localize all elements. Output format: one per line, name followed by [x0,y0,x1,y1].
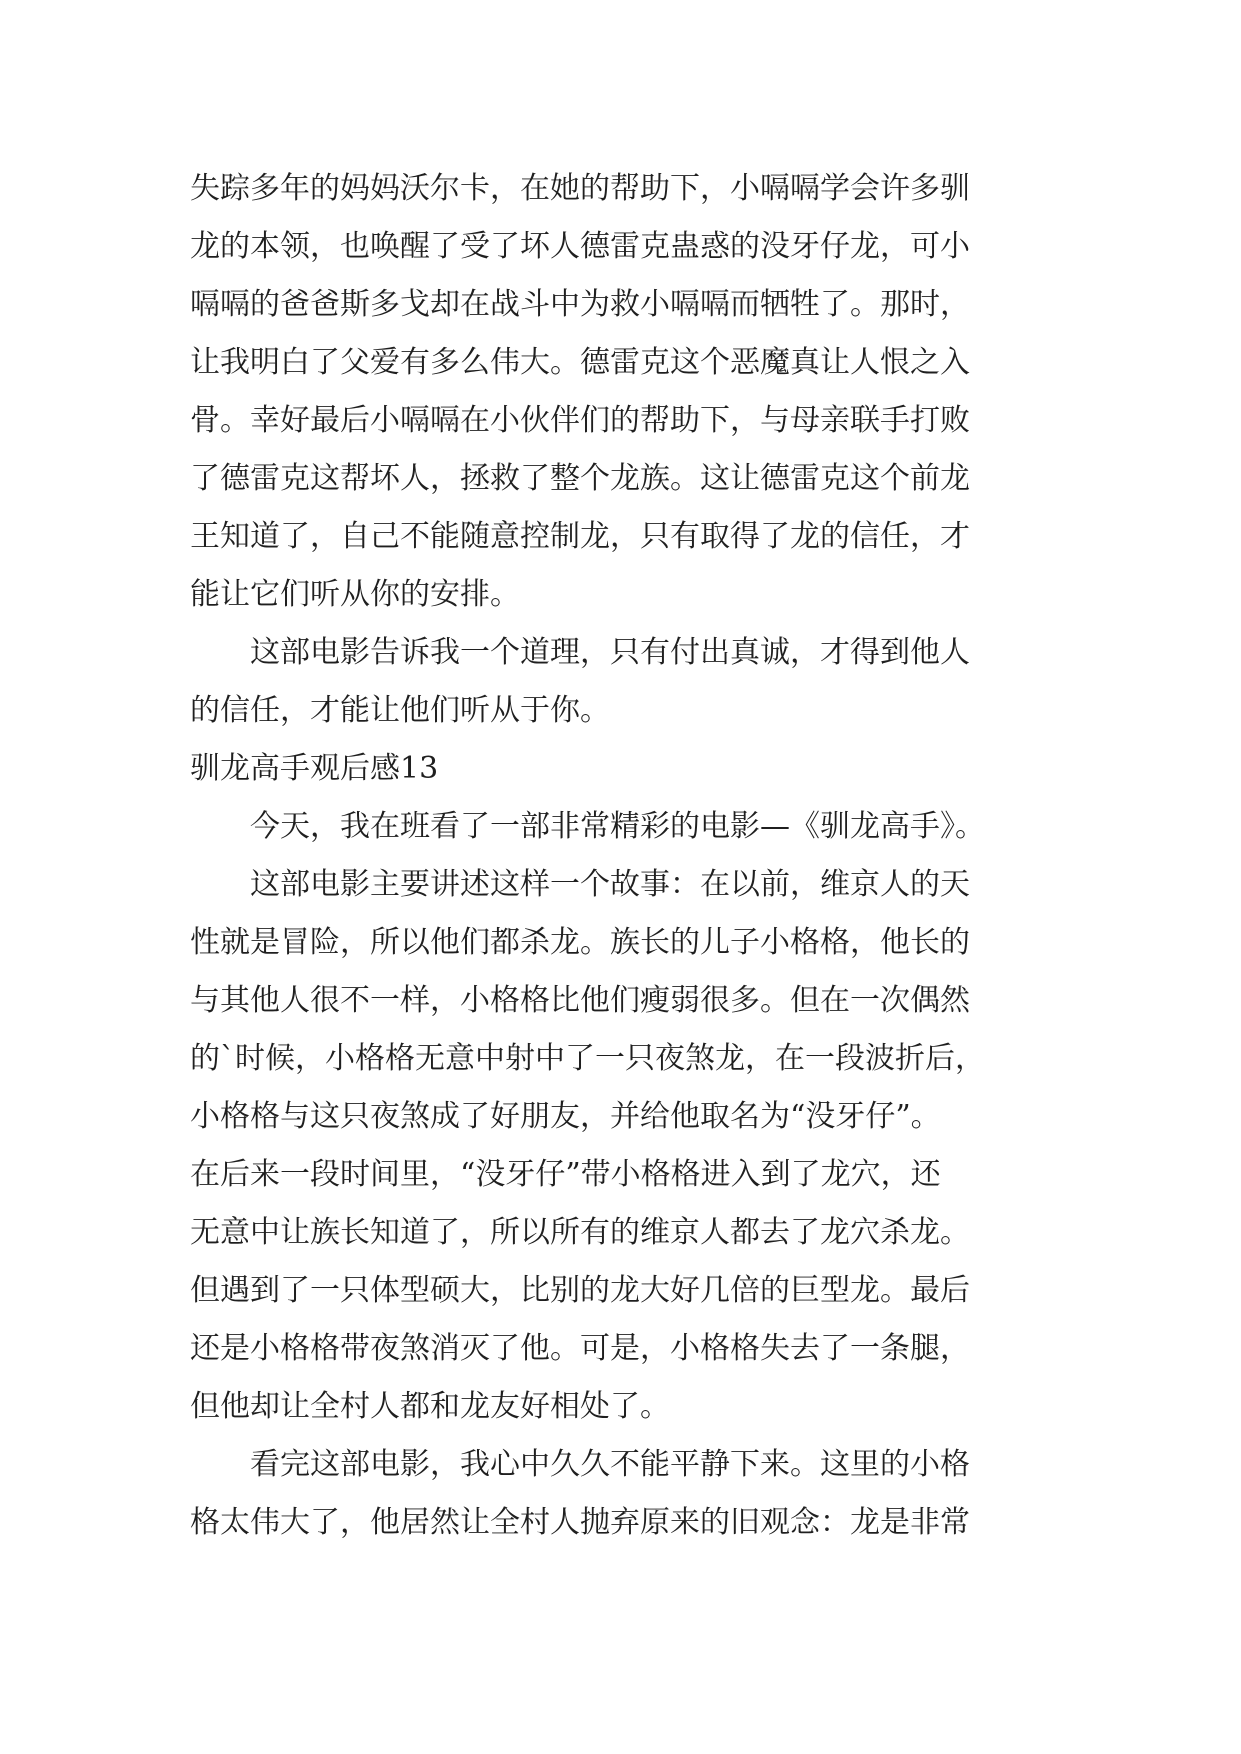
text-line: 性就是冒险，所以他们都杀龙。族长的儿子小格格，他长的 [190,925,970,960]
text-line: 在后来一段时间里，“没牙仔”带小格格进入到了龙穴，还 [190,1157,941,1192]
text-line: 嗝嗝的爸爸斯多戈却在战斗中为救小嗝嗝而牺牲了。那时， [190,287,970,322]
text-line: 小格格与这只夜煞成了好朋友，并给他取名为“没牙仔”。 [190,1099,941,1134]
text-line: 无意中让族长知道了，所以所有的维京人都去了龙穴杀龙。 [190,1215,970,1250]
paragraph-start-line: 这部电影主要讲述这样一个故事：在以前，维京人的天 [250,867,970,902]
text-line: 还是小格格带夜煞消灭了他。可是，小格格失去了一条腿， [190,1331,970,1366]
text-line: 格太伟大了，他居然让全村人抛弃原来的旧观念：龙是非常 [190,1505,970,1540]
text-line: 能让它们听从你的安排。 [190,577,520,612]
text-line: 让我明白了父爱有多么伟大。德雷克这个恶魔真让人恨之入 [190,345,970,380]
text-line: 失踪多年的妈妈沃尔卡，在她的帮助下，小嗝嗝学会许多驯 [190,171,970,206]
text-line: 龙的本领，也唤醒了受了坏人德雷克蛊惑的没牙仔龙，可小 [190,229,970,264]
text-line: 了德雷克这帮坏人，拯救了整个龙族。这让德雷克这个前龙 [190,461,970,496]
paragraph-start-line: 看完这部电影，我心中久久不能平静下来。这里的小格 [250,1447,970,1482]
paragraph-start-line: 今天，我在班看了一部非常精彩的电影—《驯龙高手》。 [250,809,985,844]
text-line: 与其他人很不一样，小格格比他们瘦弱很多。但在一次偶然 [190,983,970,1018]
text-line: 的信任，才能让他们听从于你。 [190,693,610,728]
essay-body [190,160,1070,1552]
paragraph-start-line: 这部电影告诉我一个道理，只有付出真诚，才得到他人 [250,635,970,670]
text-line: 的`时候，小格格无意中射中了一只夜煞龙，在一段波折后， [190,1041,985,1076]
section-heading: 驯龙高手观后感13 [190,751,439,786]
text-line: 但遇到了一只体型硕大，比别的龙大好几倍的巨型龙。最后 [190,1273,970,1308]
text-line: 骨。幸好最后小嗝嗝在小伙伴们的帮助下，与母亲联手打败 [190,403,970,438]
text-line: 王知道了，自己不能随意控制龙，只有取得了龙的信任，才 [190,519,970,554]
text-line: 但他却让全村人都和龙友好相处了。 [190,1389,670,1424]
